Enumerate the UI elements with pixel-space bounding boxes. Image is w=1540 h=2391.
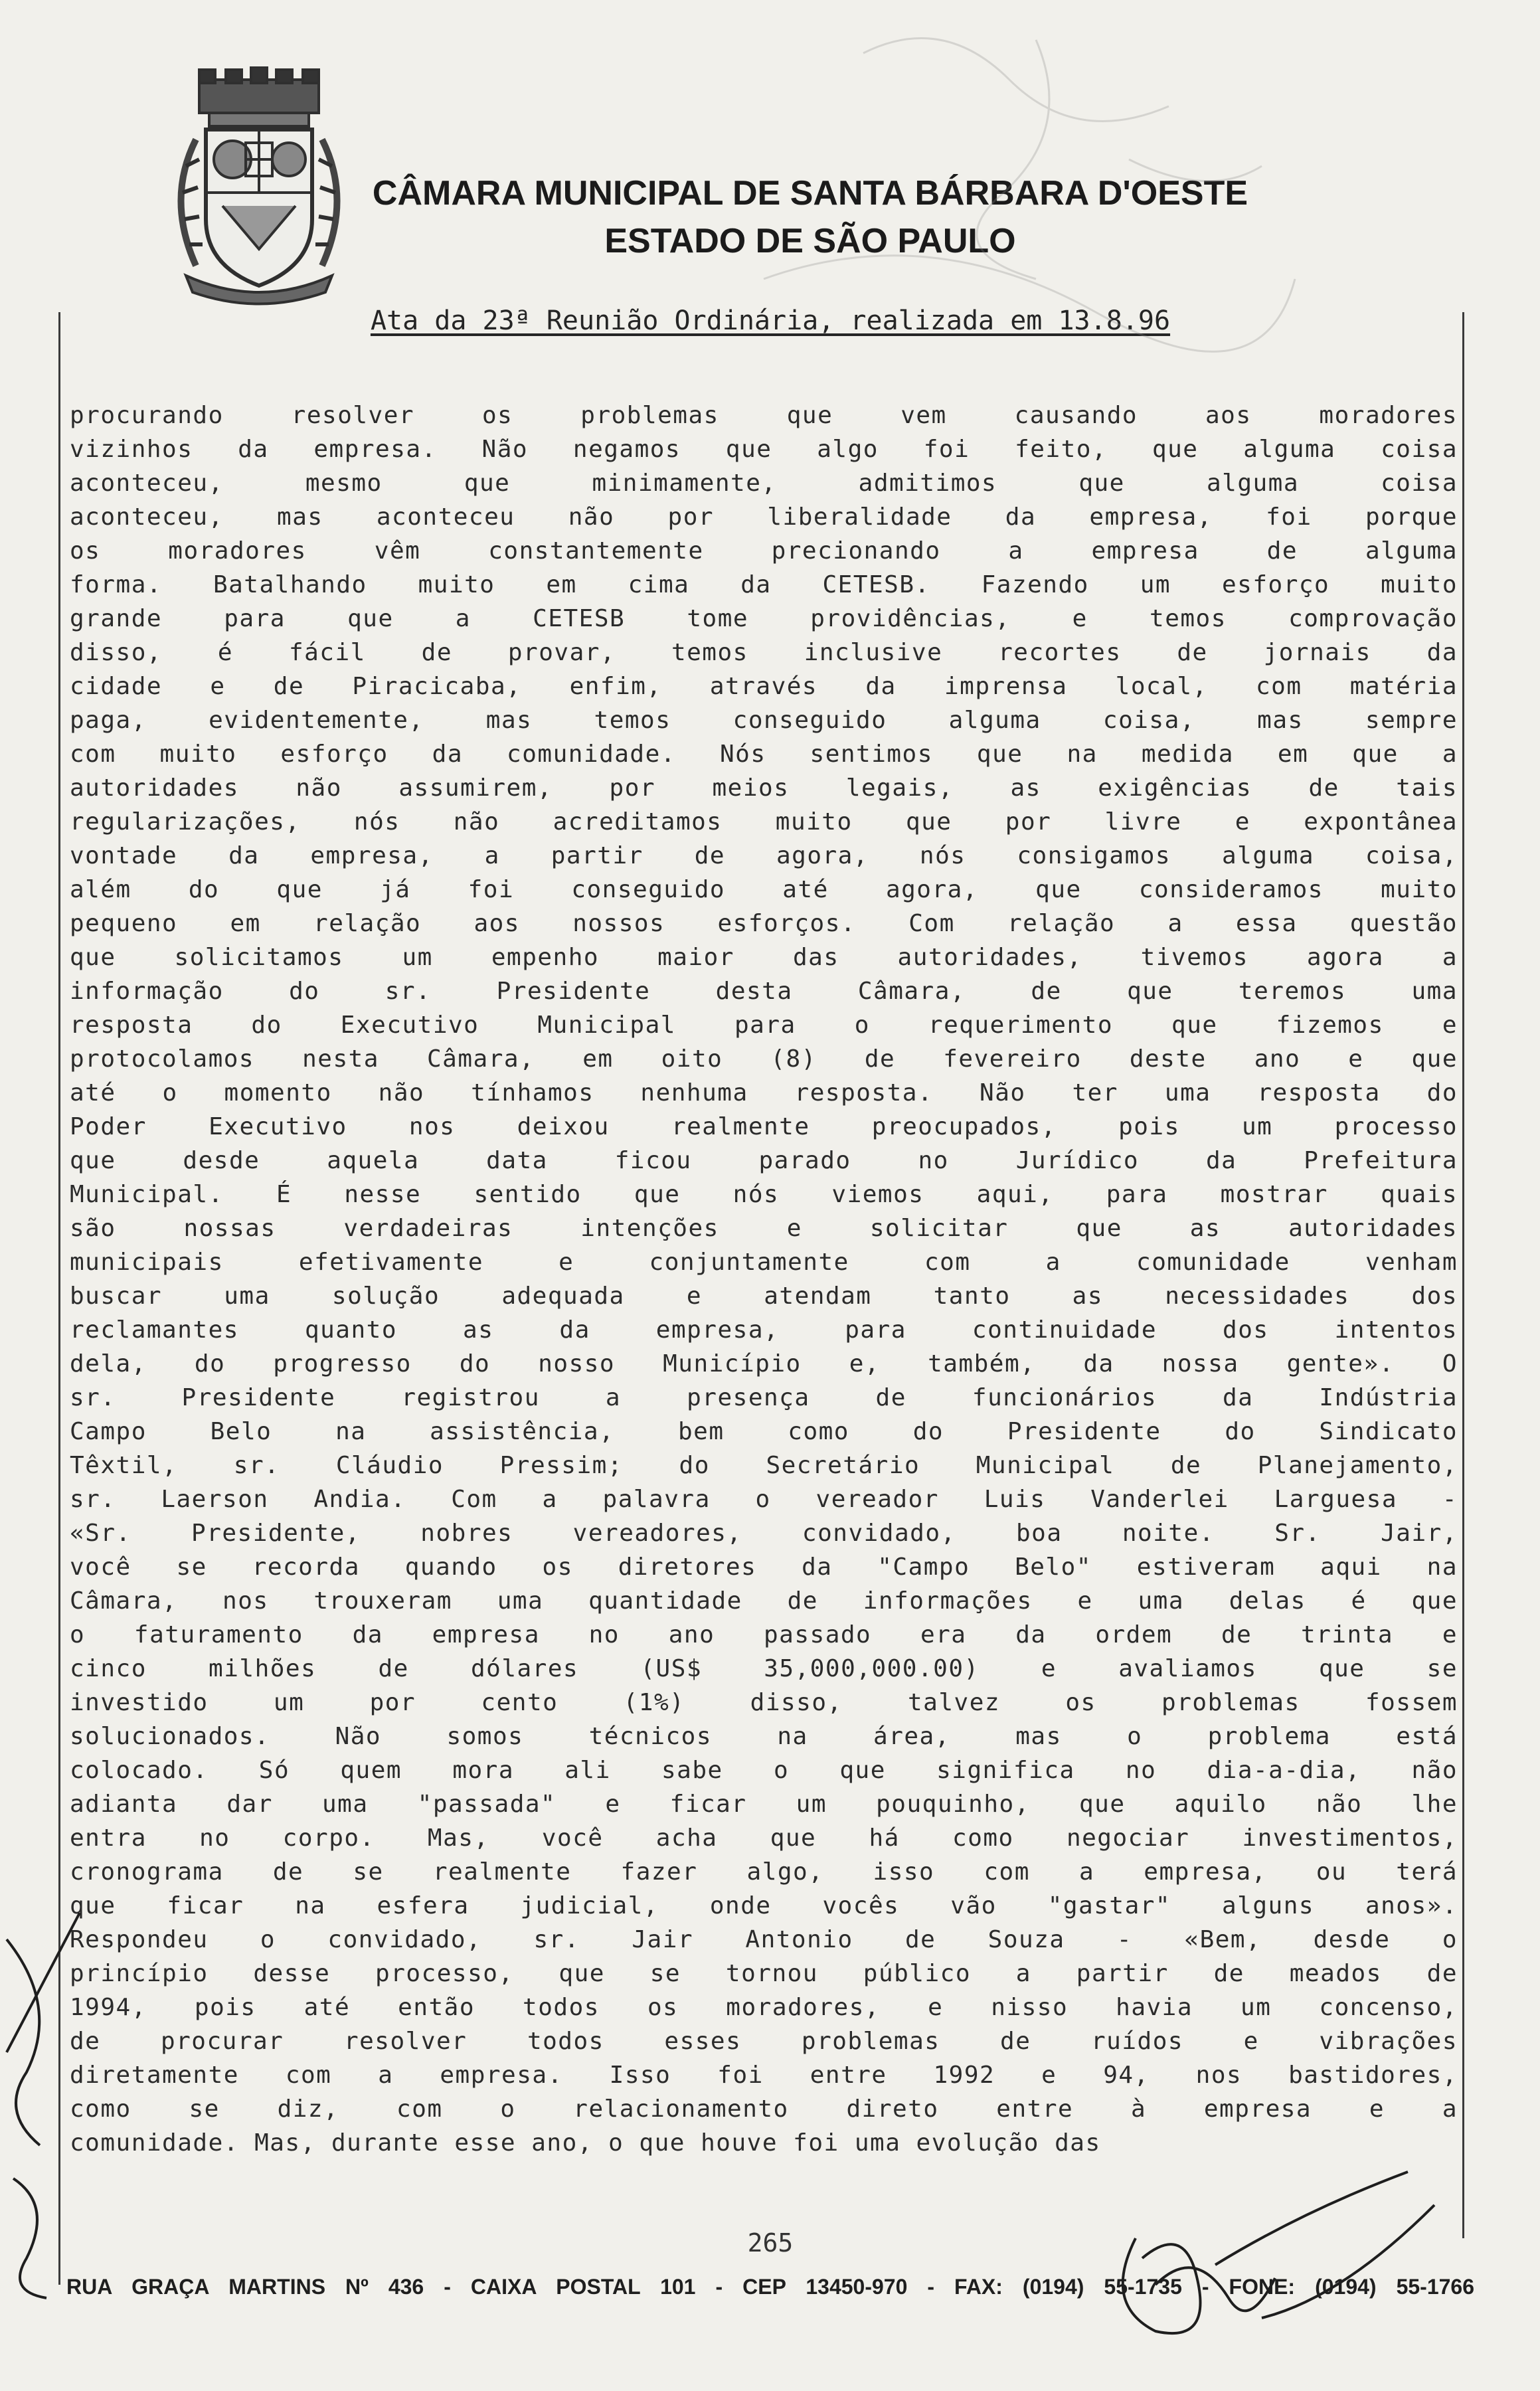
body-line: adianta dar uma "passada" e ficar um pouquinho, que aquilo não lhe — [70, 1791, 1458, 1818]
body-line: paga, evidentemente, mas temos conseguido alguma coisa, mas sempre — [70, 707, 1458, 734]
body-line: sr. Presidente registrou a presença de funcionários da Indústria — [70, 1384, 1458, 1411]
body-line: colocado. Só quem mora ali sabe o que significa no dia-a-dia, não — [70, 1757, 1458, 1784]
body-line: além do que já foi conseguido até agora, que consideramos muito — [70, 876, 1458, 903]
body-line: de procurar resolver todos esses problemas de ruídos e vibrações — [70, 2028, 1458, 2055]
body-line: você se recorda quando os diretores da "Campo Belo" estiveram aqui na — [70, 1553, 1458, 1581]
body-line: como se diz, com o relacionamento direto entre à empresa e a — [70, 2095, 1458, 2123]
body-line: solucionados. Não somos técnicos na área, mas o problema está — [70, 1723, 1458, 1750]
body-line: os moradores vêm constantemente precionando a empresa de alguma — [70, 537, 1458, 565]
body-line: buscar uma solução adequada e atendam tanto as necessidades dos — [70, 1283, 1458, 1310]
page-number: 265 — [747, 2228, 794, 2258]
body-line: forma. Batalhando muito em cima da CETESB. Fazendo um esforço muito — [70, 571, 1458, 598]
right-margin-rule — [1462, 312, 1464, 2238]
body-line: sr. Laerson Andia. Com a palavra o vereador Luis Vanderlei Larguesa - — [70, 1486, 1458, 1513]
body-line: Respondeu o convidado, sr. Jair Antonio de Souza - «Bem, desde o — [70, 1926, 1458, 1953]
body-line: pequeno em relação aos nossos esforços. Com relação a essa questão — [70, 910, 1458, 937]
body-line: reclamantes quanto as da empresa, para continuidade dos intentos — [70, 1316, 1458, 1344]
body-line: municipais efetivamente e conjuntamente com a comunidade venham — [70, 1249, 1458, 1276]
body-line: até o momento não tínhamos nenhuma resposta. Não ter uma resposta do — [70, 1079, 1458, 1107]
body-line: entra no corpo. Mas, você acha que há como negociar investimentos, — [70, 1824, 1458, 1852]
body-line: Municipal. É nesse sentido que nós viemos aqui, para mostrar quais — [70, 1181, 1458, 1208]
signature-icon — [1063, 2145, 1461, 2358]
body-line: que solicitamos um empenho maior das autoridades, tivemos agora a — [70, 944, 1458, 971]
body-line: cronograma de se realmente fazer algo, isso com a empresa, ou terá — [70, 1858, 1458, 1886]
header-subtitle: ESTADO DE SÃO PAULO — [604, 222, 1016, 260]
body-line: grande para que a CETESB tome providências, e temos comprovação — [70, 605, 1458, 632]
body-line: Poder Executivo nos deixou realmente preocupados, pois um processo — [70, 1113, 1458, 1140]
footer-address: RUA GRAÇA MARTINS Nº 436 - CAIXA POSTAL 101 - CEP 13450-970 - FAX: (0194) 55-1735 - FONE: (0194) 55-1766 — [66, 2275, 1474, 2299]
body-line: disso, é fácil de provar, temos inclusive recortes de jornais da — [70, 639, 1458, 666]
body-line: Câmara, nos trouxeram uma quantidade de informações e uma delas é que — [70, 1587, 1458, 1615]
body-line: Têxtil, sr. Cláudio Pressim; do Secretário Municipal de Planejamento, — [70, 1452, 1458, 1479]
body-line: aconteceu, mesmo que minimamente, admitimos que alguma coisa — [70, 470, 1458, 497]
body-line: procurando resolver os problemas que vem causando aos moradores — [70, 402, 1458, 429]
body-line: com muito esforço da comunidade. Nós sentimos que na medida em que a — [70, 741, 1458, 768]
body-line: aconteceu, mas aconteceu não por liberalidade da empresa, foi porque — [70, 503, 1458, 531]
minutes-body — [70, 398, 1458, 2160]
body-line: cinco milhões de dólares (US$ 35,000,000.00) e avaliamos que se — [70, 1655, 1458, 1682]
signature-icon — [0, 1833, 106, 2311]
minutes-title: Ata da 23ª Reunião Ordinária, realizada em 13.8.96 — [370, 306, 1171, 336]
body-line: 1994, pois até então todos os moradores, e nisso havia um concenso, — [70, 1994, 1458, 2021]
body-line: protocolamos nesta Câmara, em oito (8) de fevereiro deste ano e que — [70, 1045, 1458, 1073]
body-line: vizinhos da empresa. Não negamos que algo foi feito, que alguma coisa — [70, 436, 1458, 463]
body-line: diretamente com a empresa. Isso foi entre 1992 e 94, nos bastidores, — [70, 2062, 1458, 2089]
body-line: são nossas verdadeiras intenções e solicitar que as autoridades — [70, 1215, 1458, 1242]
body-line: informação do sr. Presidente desta Câmara, de que teremos uma — [70, 978, 1458, 1005]
body-line: que desde aquela data ficou parado no Jurídico da Prefeitura — [70, 1147, 1458, 1174]
body-line: princípio desse processo, que se tornou público a partir de meados de — [70, 1960, 1458, 1987]
body-line: que ficar na esfera judicial, onde vocês vão "gastar" alguns anos». — [70, 1892, 1458, 1919]
body-line: cidade e de Piracicaba, enfim, através da imprensa local, com matéria — [70, 673, 1458, 700]
body-line: resposta do Executivo Municipal para o requerimento que fizemos e — [70, 1012, 1458, 1039]
body-line: o faturamento da empresa no ano passado era da ordem de trinta e — [70, 1621, 1458, 1648]
body-line: comunidade. Mas, durante esse ano, o que houve foi uma evolução das — [70, 2129, 1101, 2157]
coat-of-arms-icon — [159, 66, 359, 306]
body-line: «Sr. Presidente, nobres vereadores, convidado, boa noite. Sr. Jair, — [70, 1520, 1458, 1547]
signature-icon — [664, 0, 1328, 425]
body-line: Campo Belo na assistência, bem como do Presidente do Sindicato — [70, 1418, 1458, 1445]
body-line: regularizações, nós não acreditamos muito que por livre e expontânea — [70, 808, 1458, 836]
body-line: vontade da empresa, a partir de agora, nós consigamos alguma coisa, — [70, 842, 1458, 869]
body-line: autoridades não assumirem, por meios legais, as exigências de tais — [70, 774, 1458, 802]
body-line: dela, do progresso do nosso Município e, também, da nossa gente». O — [70, 1350, 1458, 1377]
header-title: CÂMARA MUNICIPAL DE SANTA BÁRBARA D'OESTE — [372, 174, 1248, 213]
body-line: investido um por cento (1%) disso, talvez os problemas fossem — [70, 1689, 1458, 1716]
